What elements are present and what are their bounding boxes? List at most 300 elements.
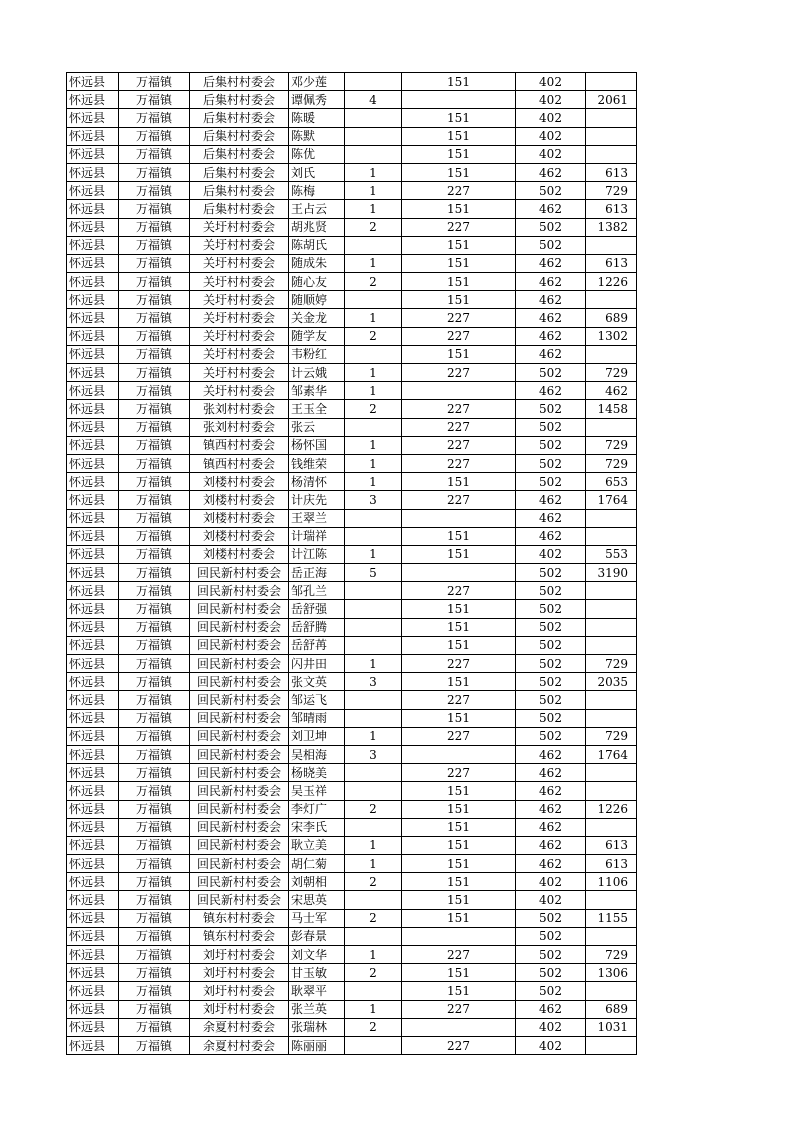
count-cell: 1 [345,946,402,964]
county-cell: 怀远县 [67,636,119,654]
amount-a-cell [402,509,516,527]
county-cell: 怀远县 [67,473,119,491]
amount-b-cell: 462 [516,291,586,309]
total-cell: 1226 [586,800,637,818]
count-cell: 1 [345,200,402,218]
count-cell: 2 [345,327,402,345]
name-cell: 陈暖 [289,109,345,127]
county-cell: 怀远县 [67,964,119,982]
name-cell: 钱维荣 [289,454,345,472]
count-cell: 2 [345,218,402,236]
village-cell: 刘圩村村委会 [190,1000,289,1018]
village-cell: 后集村村委会 [190,73,289,91]
name-cell: 陈优 [289,145,345,163]
town-cell: 万福镇 [119,873,190,891]
name-cell: 张云 [289,418,345,436]
village-cell: 回民新村村委会 [190,764,289,782]
count-cell: 2 [345,909,402,927]
village-cell: 回民新村村委会 [190,800,289,818]
county-cell: 怀远县 [67,1018,119,1036]
town-cell: 万福镇 [119,618,190,636]
table-row [67,73,637,91]
county-cell: 怀远县 [67,436,119,454]
town-cell: 万福镇 [119,782,190,800]
town-cell: 万福镇 [119,273,190,291]
total-cell [586,291,637,309]
town-cell: 万福镇 [119,691,190,709]
amount-a-cell: 151 [402,236,516,254]
village-cell: 回民新村村委会 [190,745,289,763]
village-cell: 镇西村村委会 [190,436,289,454]
amount-a-cell: 151 [402,109,516,127]
total-cell [586,582,637,600]
name-cell: 王玉全 [289,400,345,418]
table-row [67,655,637,673]
total-cell: 729 [586,946,637,964]
name-cell: 胡兆贤 [289,218,345,236]
amount-b-cell: 502 [516,673,586,691]
town-cell: 万福镇 [119,436,190,454]
amount-b-cell: 502 [516,473,586,491]
total-cell [586,982,637,1000]
total-cell: 689 [586,309,637,327]
table-row [67,800,637,818]
village-cell: 回民新村村委会 [190,855,289,873]
village-cell: 后集村村委会 [190,145,289,163]
village-cell: 镇东村村委会 [190,927,289,945]
total-cell: 613 [586,254,637,272]
table-row [67,782,637,800]
village-cell: 回民新村村委会 [190,836,289,854]
name-cell: 陈梅 [289,182,345,200]
name-cell: 随学友 [289,327,345,345]
count-cell: 1 [345,454,402,472]
county-cell: 怀远县 [67,655,119,673]
amount-b-cell: 502 [516,636,586,654]
total-cell: 1306 [586,964,637,982]
name-cell: 胡仁菊 [289,855,345,873]
village-cell: 张刘村村委会 [190,418,289,436]
total-cell [586,509,637,527]
name-cell: 王翠兰 [289,509,345,527]
name-cell: 宋李氏 [289,818,345,836]
county-cell: 怀远县 [67,418,119,436]
amount-b-cell: 502 [516,982,586,1000]
amount-a-cell: 151 [402,73,516,91]
amount-a-cell: 227 [402,691,516,709]
amount-b-cell: 502 [516,964,586,982]
amount-a-cell: 227 [402,655,516,673]
amount-a-cell: 151 [402,254,516,272]
amount-b-cell: 462 [516,764,586,782]
total-cell: 1031 [586,1018,637,1036]
name-cell: 随成朱 [289,254,345,272]
town-cell: 万福镇 [119,218,190,236]
town-cell: 万福镇 [119,600,190,618]
county-cell: 怀远县 [67,545,119,563]
amount-a-cell: 151 [402,163,516,181]
table-row [67,964,637,982]
amount-b-cell: 462 [516,855,586,873]
total-cell [586,527,637,545]
amount-a-cell: 227 [402,182,516,200]
amount-b-cell: 462 [516,345,586,363]
town-cell: 万福镇 [119,836,190,854]
amount-a-cell: 227 [402,582,516,600]
table-row [67,691,637,709]
county-cell: 怀远县 [67,709,119,727]
village-cell: 刘楼村村委会 [190,491,289,509]
table-row [67,855,637,873]
table-row [67,564,637,582]
amount-b-cell: 462 [516,309,586,327]
village-cell: 回民新村村委会 [190,891,289,909]
total-cell: 613 [586,855,637,873]
village-cell: 后集村村委会 [190,109,289,127]
total-cell [586,818,637,836]
total-cell [586,600,637,618]
count-cell [345,709,402,727]
count-cell: 2 [345,400,402,418]
amount-b-cell: 502 [516,655,586,673]
town-cell: 万福镇 [119,927,190,945]
town-cell: 万福镇 [119,545,190,563]
total-cell: 462 [586,382,637,400]
count-cell: 4 [345,91,402,109]
county-cell: 怀远县 [67,764,119,782]
village-cell: 后集村村委会 [190,91,289,109]
table-row [67,509,637,527]
village-cell: 回民新村村委会 [190,600,289,618]
name-cell: 岳舒腾 [289,618,345,636]
total-cell: 613 [586,163,637,181]
amount-a-cell [402,382,516,400]
amount-a-cell: 151 [402,618,516,636]
town-cell: 万福镇 [119,327,190,345]
total-cell: 689 [586,1000,637,1018]
county-cell: 怀远县 [67,946,119,964]
total-cell [586,709,637,727]
amount-b-cell: 462 [516,527,586,545]
town-cell: 万福镇 [119,236,190,254]
county-cell: 怀远县 [67,891,119,909]
county-cell: 怀远县 [67,218,119,236]
amount-a-cell: 227 [402,727,516,745]
county-cell: 怀远县 [67,163,119,181]
count-cell: 1 [345,545,402,563]
name-cell: 刘文华 [289,946,345,964]
village-cell: 关圩村村委会 [190,364,289,382]
count-cell: 2 [345,1018,402,1036]
county-cell: 怀远县 [67,236,119,254]
name-cell: 岳正海 [289,564,345,582]
name-cell: 张文英 [289,673,345,691]
village-cell: 回民新村村委会 [190,564,289,582]
town-cell: 万福镇 [119,127,190,145]
table-row [67,527,637,545]
town-cell: 万福镇 [119,254,190,272]
table-row [67,1018,637,1036]
town-cell: 万福镇 [119,1018,190,1036]
town-cell: 万福镇 [119,818,190,836]
county-cell: 怀远县 [67,673,119,691]
town-cell: 万福镇 [119,364,190,382]
amount-a-cell: 151 [402,636,516,654]
name-cell: 邓少莲 [289,73,345,91]
name-cell: 邹素华 [289,382,345,400]
county-cell: 怀远县 [67,564,119,582]
town-cell: 万福镇 [119,200,190,218]
amount-a-cell: 227 [402,436,516,454]
amount-b-cell: 462 [516,200,586,218]
count-cell: 1 [345,1000,402,1018]
amount-b-cell: 402 [516,1036,586,1054]
name-cell: 彭春景 [289,927,345,945]
amount-b-cell: 502 [516,418,586,436]
name-cell: 岳舒强 [289,600,345,618]
town-cell: 万福镇 [119,800,190,818]
amount-b-cell: 502 [516,400,586,418]
table-row [67,454,637,472]
count-cell [345,927,402,945]
name-cell: 刘氏 [289,163,345,181]
town-cell: 万福镇 [119,855,190,873]
amount-b-cell: 502 [516,600,586,618]
amount-b-cell: 502 [516,218,586,236]
amount-b-cell: 462 [516,509,586,527]
total-cell [586,764,637,782]
county-cell: 怀远县 [67,309,119,327]
county-cell: 怀远县 [67,1036,119,1054]
count-cell [345,109,402,127]
amount-a-cell: 151 [402,673,516,691]
village-cell: 余夏村村委会 [190,1018,289,1036]
town-cell: 万福镇 [119,145,190,163]
town-cell: 万福镇 [119,400,190,418]
village-cell: 镇西村村委会 [190,454,289,472]
village-cell: 关圩村村委会 [190,309,289,327]
count-cell: 2 [345,964,402,982]
town-cell: 万福镇 [119,163,190,181]
county-cell: 怀远县 [67,927,119,945]
count-cell [345,636,402,654]
county-cell: 怀远县 [67,491,119,509]
total-cell: 729 [586,364,637,382]
town-cell: 万福镇 [119,73,190,91]
county-cell: 怀远县 [67,345,119,363]
amount-a-cell: 151 [402,782,516,800]
amount-b-cell: 462 [516,254,586,272]
total-cell: 613 [586,836,637,854]
amount-a-cell: 151 [402,909,516,927]
village-cell: 回民新村村委会 [190,727,289,745]
village-cell: 刘圩村村委会 [190,946,289,964]
total-cell [586,927,637,945]
county-cell: 怀远县 [67,727,119,745]
total-cell: 729 [586,454,637,472]
amount-b-cell: 462 [516,745,586,763]
table-row [67,382,637,400]
town-cell: 万福镇 [119,382,190,400]
county-cell: 怀远县 [67,745,119,763]
amount-b-cell: 502 [516,236,586,254]
village-cell: 关圩村村委会 [190,273,289,291]
amount-b-cell: 502 [516,927,586,945]
table-row [67,764,637,782]
county-cell: 怀远县 [67,327,119,345]
village-cell: 关圩村村委会 [190,254,289,272]
town-cell: 万福镇 [119,673,190,691]
total-cell [586,891,637,909]
amount-b-cell: 502 [516,436,586,454]
amount-a-cell: 151 [402,345,516,363]
table-row [67,927,637,945]
count-cell: 1 [345,836,402,854]
table-row [67,600,637,618]
total-cell [586,1036,637,1054]
table-row [67,236,637,254]
village-cell: 回民新村村委会 [190,818,289,836]
amount-a-cell: 151 [402,473,516,491]
total-cell: 729 [586,436,637,454]
town-cell: 万福镇 [119,509,190,527]
amount-a-cell: 151 [402,291,516,309]
amount-a-cell: 151 [402,145,516,163]
count-cell: 1 [345,855,402,873]
village-cell: 回民新村村委会 [190,709,289,727]
total-cell [586,691,637,709]
county-cell: 怀远县 [67,836,119,854]
town-cell: 万福镇 [119,964,190,982]
name-cell: 邹运飞 [289,691,345,709]
count-cell: 1 [345,727,402,745]
table-row [67,909,637,927]
amount-a-cell: 227 [402,364,516,382]
village-cell: 回民新村村委会 [190,655,289,673]
town-cell: 万福镇 [119,946,190,964]
total-cell: 729 [586,727,637,745]
count-cell: 1 [345,309,402,327]
table-row [67,109,637,127]
village-cell: 后集村村委会 [190,200,289,218]
amount-b-cell: 462 [516,818,586,836]
table-row [67,400,637,418]
county-cell: 怀远县 [67,509,119,527]
amount-a-cell: 151 [402,600,516,618]
village-cell: 刘圩村村委会 [190,982,289,1000]
amount-a-cell: 151 [402,891,516,909]
table-row [67,345,637,363]
county-cell: 怀远县 [67,200,119,218]
table-row [67,873,637,891]
county-cell: 怀远县 [67,800,119,818]
amount-b-cell: 502 [516,582,586,600]
name-cell: 岳舒苒 [289,636,345,654]
county-cell: 怀远县 [67,291,119,309]
amount-a-cell: 227 [402,764,516,782]
name-cell: 宋思英 [289,891,345,909]
county-cell: 怀远县 [67,782,119,800]
amount-a-cell: 151 [402,527,516,545]
table-row [67,636,637,654]
amount-b-cell: 502 [516,709,586,727]
table-row [67,709,637,727]
name-cell: 陈丽丽 [289,1036,345,1054]
data-table [66,72,637,1055]
table-row [67,218,637,236]
total-cell: 1302 [586,327,637,345]
count-cell [345,418,402,436]
county-cell: 怀远县 [67,982,119,1000]
total-cell: 729 [586,655,637,673]
total-cell [586,109,637,127]
county-cell: 怀远县 [67,454,119,472]
town-cell: 万福镇 [119,582,190,600]
town-cell: 万福镇 [119,982,190,1000]
town-cell: 万福镇 [119,309,190,327]
total-cell [586,236,637,254]
count-cell [345,236,402,254]
table-row [67,273,637,291]
table-row [67,818,637,836]
county-cell: 怀远县 [67,364,119,382]
county-cell: 怀远县 [67,855,119,873]
amount-b-cell: 462 [516,836,586,854]
table-row [67,836,637,854]
village-cell: 回民新村村委会 [190,691,289,709]
count-cell [345,891,402,909]
amount-a-cell: 151 [402,545,516,563]
town-cell: 万福镇 [119,473,190,491]
amount-a-cell: 227 [402,400,516,418]
total-cell [586,618,637,636]
amount-b-cell: 462 [516,163,586,181]
table-row [67,200,637,218]
town-cell: 万福镇 [119,182,190,200]
amount-b-cell: 462 [516,782,586,800]
name-cell: 韦粉红 [289,345,345,363]
county-cell: 怀远县 [67,873,119,891]
village-cell: 回民新村村委会 [190,636,289,654]
name-cell: 马士军 [289,909,345,927]
village-cell: 后集村村委会 [190,163,289,181]
name-cell: 耿翠平 [289,982,345,1000]
count-cell: 1 [345,436,402,454]
count-cell: 3 [345,673,402,691]
village-cell: 回民新村村委会 [190,873,289,891]
village-cell: 关圩村村委会 [190,327,289,345]
name-cell: 随心友 [289,273,345,291]
amount-b-cell: 502 [516,946,586,964]
village-cell: 关圩村村委会 [190,218,289,236]
town-cell: 万福镇 [119,764,190,782]
village-cell: 刘楼村村委会 [190,545,289,563]
town-cell: 万福镇 [119,418,190,436]
name-cell: 谭佩秀 [289,91,345,109]
amount-b-cell: 402 [516,145,586,163]
name-cell: 李灯广 [289,800,345,818]
table-row [67,727,637,745]
name-cell: 耿立美 [289,836,345,854]
name-cell: 邹孔兰 [289,582,345,600]
count-cell [345,73,402,91]
total-cell: 729 [586,182,637,200]
amount-a-cell: 151 [402,127,516,145]
table-row [67,618,637,636]
count-cell [345,291,402,309]
amount-a-cell: 151 [402,873,516,891]
town-cell: 万福镇 [119,655,190,673]
